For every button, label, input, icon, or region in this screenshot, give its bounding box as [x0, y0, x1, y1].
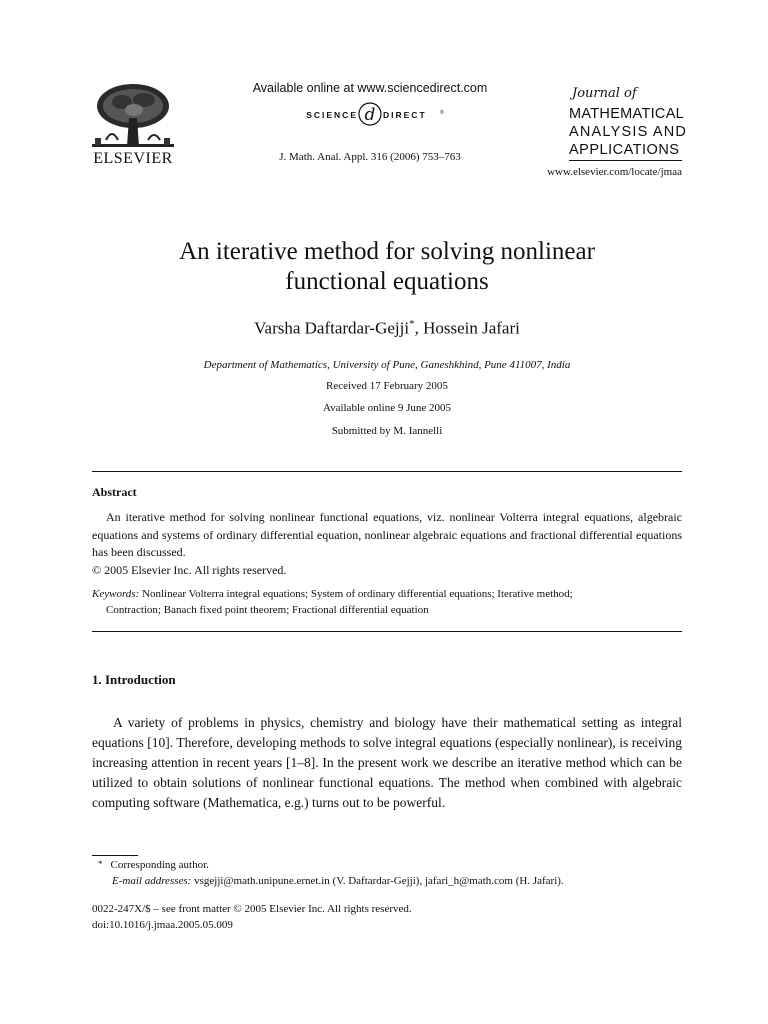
abstract-top-divider — [92, 471, 682, 472]
journal-rule — [569, 160, 682, 161]
submitted-by: Submitted by M. Iannelli — [331, 425, 443, 437]
keywords-line2: Contraction; Banach fixed point theorem; Fractional differential equation — [106, 603, 429, 616]
doi-link[interactable]: doi:10.1016/j.jmaa.2005.05.009 — [92, 919, 233, 931]
abstract-bottom-divider — [92, 631, 682, 632]
front-matter-line: 0022-247X/$ – see front matter © 2005 Elsevier Inc. All rights reserved. — [92, 903, 412, 915]
sciencedirect-science: SCIENCE — [306, 110, 358, 120]
sciencedirect-registered-mark: ® — [440, 110, 444, 116]
introduction-paragraph: A variety of problems in physics, chemistry and biology have their mathematical setting as integral equations [10]. Therefore, developing methods to solve integral equations (especially nonlinear), is receiving increasing attention in recent years [1–8]. In the present work we describe an iterative method which can be utilized to obtain solutions of nonlinear functional equations. The method when combined with algebraic computing software (Mathematica, e.g.) turns out to be powerful. — [92, 715, 682, 810]
received-date: Received 17 February 2005 — [326, 380, 448, 392]
journal-of-label: Journal of — [572, 86, 637, 101]
journal-url-link[interactable]: www.elsevier.com/locate/jmaa — [547, 166, 682, 178]
email-addresses[interactable]: vsgejji@math.unipune.ernet.in (V. Daftardar-Gejji), jafari_h@math.com (H. Jafari). — [191, 875, 564, 887]
section-heading-introduction: 1. Introduction — [92, 672, 176, 687]
abstract-text: An iterative method for solving nonlinear functional equations, viz. nonlinear Volterra integral equations, algebraic equations and systems of ordinary differential equation, nonlinear algebraic equations and fractional differential equations has been discussed. — [92, 510, 682, 559]
journal-citation: J. Math. Anal. Appl. 316 (2006) 753–763 — [279, 151, 461, 163]
journal-name-line3: APPLICATIONS — [569, 142, 680, 158]
available-online-date: Available online 9 June 2005 — [322, 402, 452, 414]
available-online-notice: Available online at www.sciencedirect.com — [252, 81, 488, 95]
email-label: E-mail addresses: — [112, 875, 192, 887]
footnote-corresponding-text: Corresponding author. — [110, 859, 209, 871]
abstract-copyright: © 2005 Elsevier Inc. All rights reserved. — [92, 562, 287, 577]
author-separator: , — [414, 318, 424, 338]
author-name[interactable]: Hossein Jafari — [423, 318, 520, 338]
journal-name-line1: MATHEMATICAL — [569, 106, 685, 122]
abstract-heading: Abstract — [92, 485, 137, 499]
author-affiliation: Department of Mathematics, University of Pune, Ganeshkhind, Pune 411007, India — [203, 359, 571, 371]
corresponding-author-mark[interactable]: * — [409, 318, 415, 330]
svg-text:d: d — [364, 105, 376, 125]
keywords-line1 — [92, 587, 682, 603]
keywords-label: Keywords: — [92, 588, 140, 600]
journal-name-line2: ANALYSIS AND — [569, 124, 688, 140]
footnote-mark: * — [98, 859, 103, 869]
abstract-body — [92, 509, 682, 579]
sciencedirect-direct: DIRECT — [383, 110, 427, 120]
sciencedirect-d-icon — [359, 103, 381, 125]
publisher-name: ELSEVIER — [93, 150, 173, 167]
author-name[interactable]: Varsha Daftardar-Gejji — [254, 318, 410, 338]
title-line1: An iterative method for solving nonlinear — [179, 238, 595, 265]
footnote-corresponding — [98, 859, 209, 871]
keywords-text-1: Nonlinear Volterra integral equations; System of ordinary differential equations; Iterative method; — [139, 588, 573, 600]
sciencedirect-logo — [290, 99, 450, 129]
title-line2: functional equations — [285, 268, 489, 295]
footnote-emails — [112, 875, 564, 887]
author-list — [92, 318, 682, 339]
footnote-rule — [92, 855, 138, 856]
keywords-block — [92, 587, 682, 618]
article-title — [92, 237, 682, 297]
